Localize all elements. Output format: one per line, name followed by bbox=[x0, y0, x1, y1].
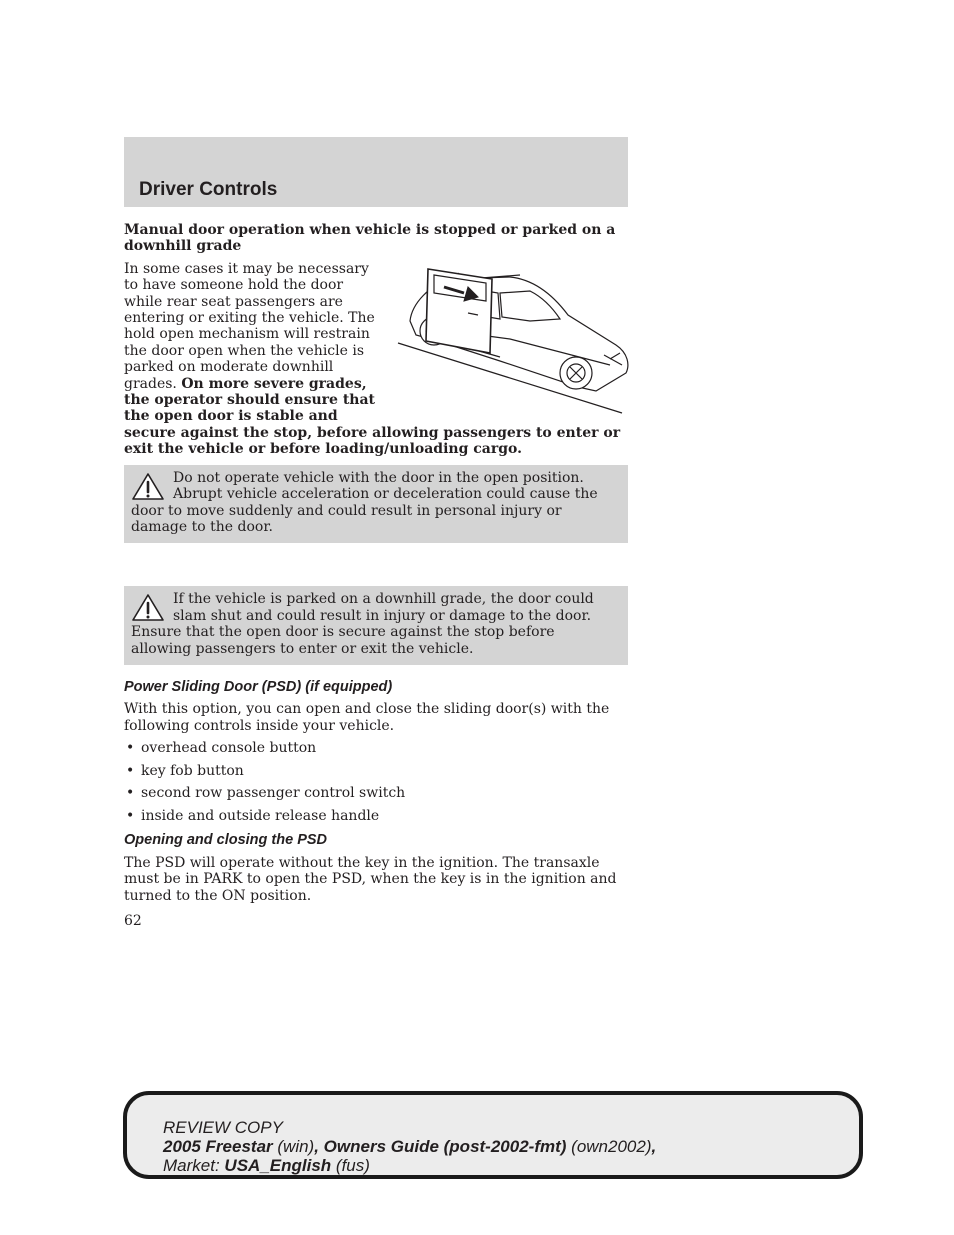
review-copy-market-line bbox=[163, 1156, 656, 1175]
footer-comma: , bbox=[651, 1137, 657, 1156]
list-item bbox=[124, 785, 628, 801]
warning-triangle-icon bbox=[131, 472, 165, 502]
warning-text-downhill: If the vehicle is parked on a downhill grade, the door could slam shut and could result in injury or damage to the door. Ensure that the open door is secure against the stop before allowing passengers to enter or exit the vehicle. bbox=[131, 591, 594, 657]
footer-market: USA_English bbox=[224, 1156, 332, 1175]
warning-text-door-open: Do not operate vehicle with the door in the open position. Abrupt vehicle acceleration or deceleration could cause the door to move suddenly and could result in personal injury or damage to the door. bbox=[131, 469, 598, 535]
opening-heading: Opening and closing the PSD bbox=[124, 832, 328, 849]
review-copy-text bbox=[163, 1118, 656, 1175]
review-copy-label: REVIEW COPY bbox=[163, 1118, 283, 1137]
warning-box-door-open bbox=[124, 465, 628, 544]
page-number: 62 bbox=[124, 912, 142, 929]
opening-text: The PSD will operate without the key in the ignition. The transaxle must be in PARK to open the PSD, when the key is in the ignition and turned to the ON position. bbox=[124, 854, 617, 904]
footer-model-code: (win) bbox=[277, 1137, 315, 1156]
bullet-icon: • bbox=[126, 785, 135, 802]
psd-intro: With this option, you can open and close the sliding door(s) with the following controls inside your vehicle. bbox=[124, 701, 610, 734]
bullet-icon: • bbox=[126, 740, 135, 757]
list-item-text: overhead console button bbox=[141, 740, 317, 757]
warning-box-downhill bbox=[124, 586, 628, 665]
list-item bbox=[124, 763, 628, 779]
page-content bbox=[124, 222, 628, 929]
manual-door-text: In some cases it may be necessary to have someone hold the door while rear seat passengers are entering or exiting the vehicle. The hold open mechanism will restrain the door open when the vehicle is parked on moderate downhill grades. bbox=[124, 260, 375, 392]
footer-model: 2005 Freestar bbox=[163, 1137, 273, 1156]
list-item-text: second row passenger control switch bbox=[141, 785, 406, 802]
list-item bbox=[124, 740, 628, 756]
list-item-text: inside and outside release handle bbox=[141, 807, 380, 824]
minivan-downhill-illustration bbox=[390, 261, 640, 419]
footer-market-code: (fus) bbox=[335, 1156, 370, 1175]
bullet-icon: • bbox=[126, 807, 135, 824]
section-header bbox=[124, 137, 628, 207]
manual-door-bold-text: On more severe grades, the operator should ensure that the open door is stable and secure against the stop, before allowing passengers to enter or exit the vehicle or before loading/unloading cargo. bbox=[124, 375, 621, 458]
footer-guide-code: (own2002) bbox=[571, 1137, 652, 1156]
manual-door-heading: Manual door operation when vehicle is stopped or parked on a downhill grade bbox=[124, 222, 616, 255]
footer-market-label: Market: bbox=[163, 1156, 220, 1175]
psd-controls-list bbox=[124, 740, 628, 824]
bullet-icon: • bbox=[126, 762, 135, 779]
review-copy-footer bbox=[123, 1091, 863, 1179]
section-title: Driver Controls bbox=[139, 179, 278, 200]
list-item bbox=[124, 808, 628, 824]
footer-guide: , Owners Guide (post-2002-fmt) bbox=[314, 1137, 567, 1156]
psd-heading: Power Sliding Door (PSD) (if equipped) bbox=[124, 678, 393, 695]
warning-triangle-icon bbox=[131, 593, 165, 623]
review-copy-doc-line bbox=[163, 1137, 656, 1156]
list-item-text: key fob button bbox=[141, 762, 244, 779]
